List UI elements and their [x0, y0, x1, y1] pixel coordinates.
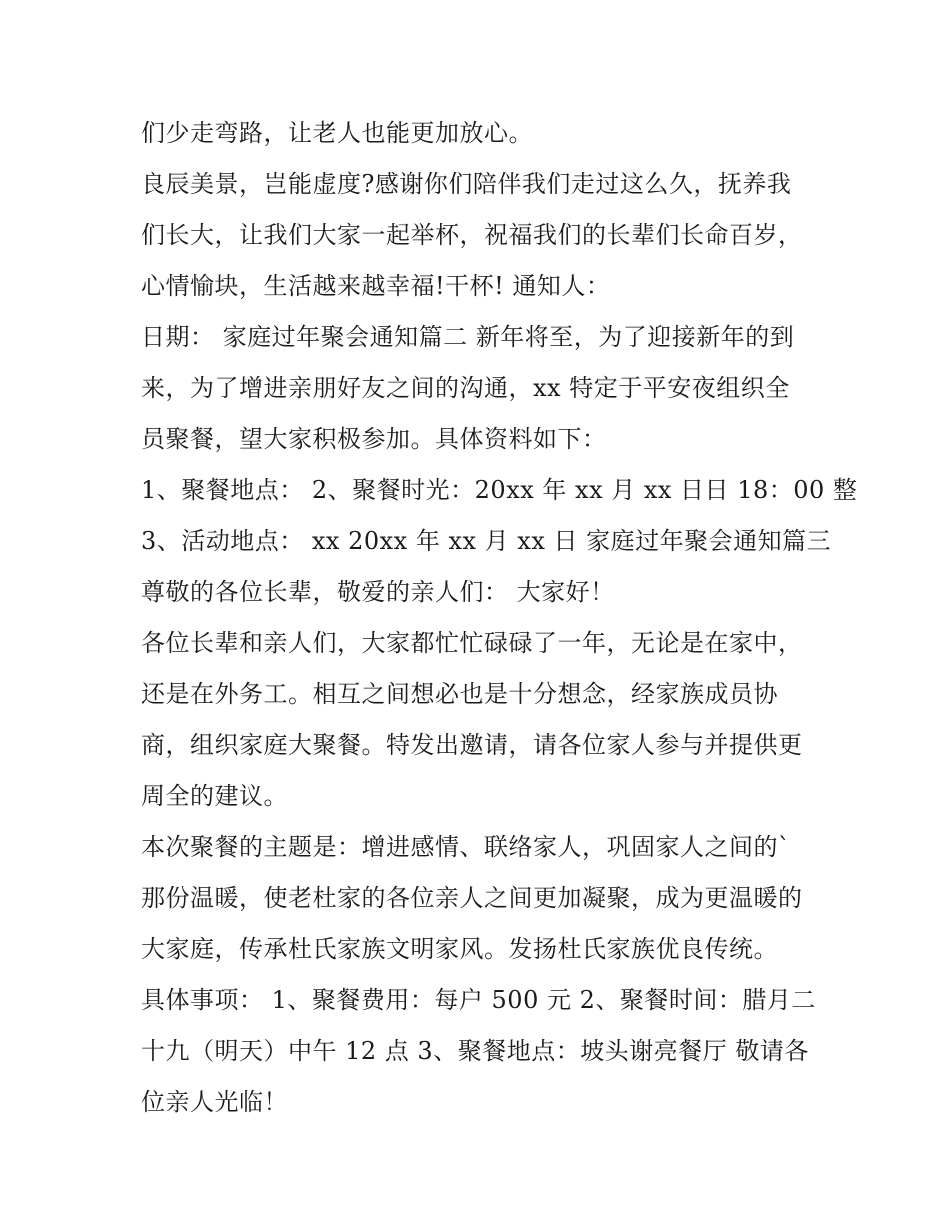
- text-line: 心情愉块，生活越来越幸福!干杯! 通知人：: [141, 272, 611, 300]
- text-line: 良辰美景，岂能虚度?感谢你们陪伴我们走过这么久，抚养我: [141, 170, 792, 198]
- text-line: 尊敬的各位长辈，敬爱的亲人们： 大家好！: [141, 578, 615, 606]
- text-line: 1、聚餐地点： 2、聚餐时光：20xx 年 xx 月 xx 日日 18：00 整: [141, 476, 858, 504]
- document-body: [141, 108, 858, 1128]
- text-line: 商，组织家庭大聚餐。特发出邀请，请各位家人参与并提供更: [141, 731, 803, 759]
- text-line: 来，为了增进亲朋好友之间的沟通，xx 特定于平安夜组织全: [141, 374, 790, 402]
- text-line: 大家庭，传承杜氏家族文明家风。发扬杜氏家族优良传统。: [141, 935, 778, 963]
- text-line: 十九（明天）中午 12 点 3、聚餐地点：坡头谢亮餐厅 敬请各: [141, 1037, 809, 1065]
- text-line: 还是在外务工。相互之间想必也是十分想念，经家族成员协: [141, 680, 778, 708]
- text-line: 3、活动地点： xx 20xx 年 xx 月 xx 日 家庭过年聚会通知篇三: [141, 527, 832, 555]
- text-line: 们少走弯路，让老人也能更加放心。: [141, 119, 533, 147]
- text-line: 具体事项： 1、聚餐费用：每户 500 元 2、聚餐时间：腊月二: [141, 986, 816, 1014]
- text-line: 员聚餐，望大家积极参加。具体资料如下：: [141, 425, 607, 453]
- text-line: 们长大，让我们大家一起举杯，祝福我们的长辈们长命百岁，: [141, 221, 803, 249]
- text-line: 本次聚餐的主题是：增进感情、联络家人，巩固家人之间的`: [141, 833, 791, 861]
- text-line: 位亲人光临！: [141, 1088, 288, 1116]
- text-line: 各位长辈和亲人们，大家都忙忙碌碌了一年，无论是在家中，: [141, 629, 803, 657]
- text-line: 日期： 家庭过年聚会通知篇二 新年将至，为了迎接新年的到: [141, 323, 795, 351]
- text-line: 那份温暖，使老杜家的各位亲人之间更加凝聚，成为更温暖的: [141, 884, 803, 912]
- text-line: 周全的建议。: [141, 782, 288, 810]
